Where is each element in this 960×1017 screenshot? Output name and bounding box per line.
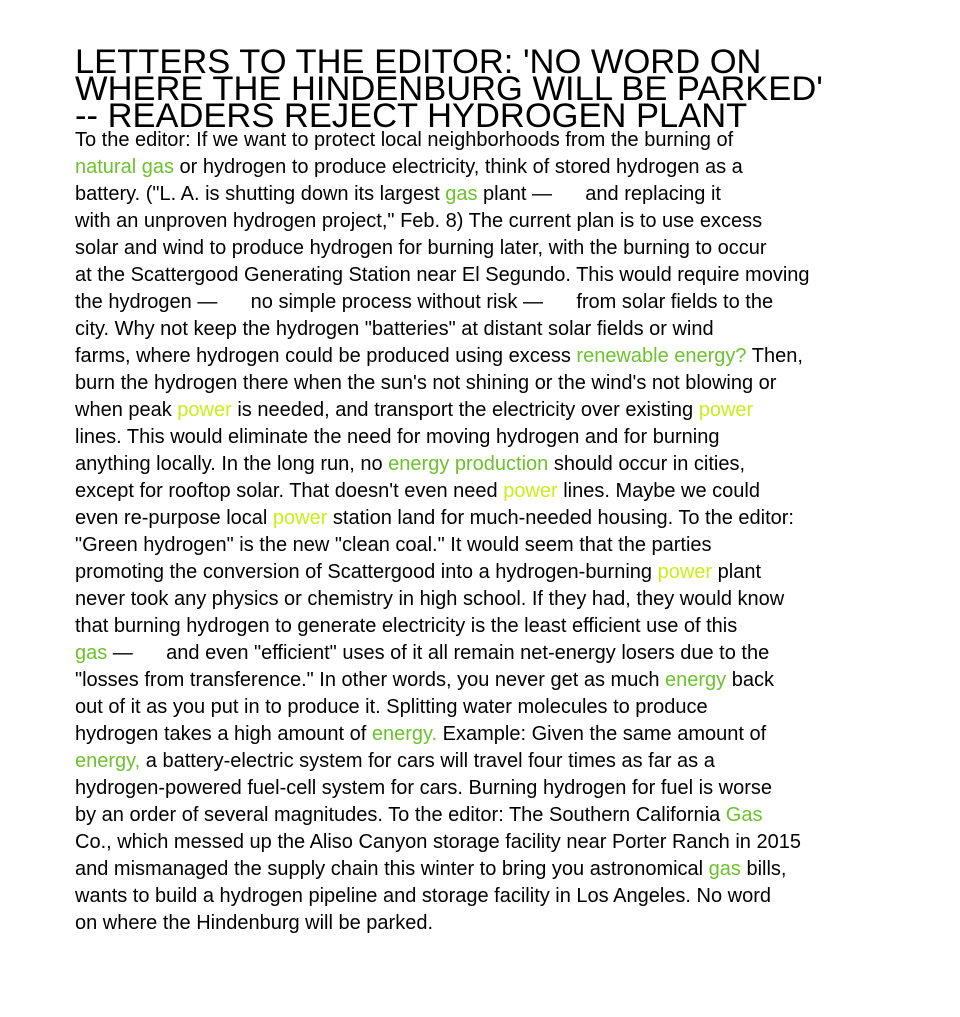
article-body [75, 127, 885, 937]
headline-line: WHERE THE HINDENBURG WILL BE PARKED' [75, 70, 823, 108]
body-text: hydrogen takes a high amount of [75, 723, 372, 745]
body-text: battery. ("L. A. is shutting down its largest [75, 183, 446, 205]
body-text: To the editor: If we want to protect local neighborhoods from the burning of [75, 129, 734, 151]
body-text: back [726, 669, 774, 691]
body-text: even re-purpose local [75, 507, 273, 529]
keyword-link[interactable]: power [698, 399, 754, 421]
keyword-link[interactable]: gas [445, 183, 478, 205]
keyword-link[interactable]: energy [665, 669, 727, 691]
body-text: burn the hydrogen there when the sun's not shining or the wind's not blowing or [75, 372, 777, 394]
body-line [75, 721, 885, 748]
body-text: anything locally. In the long run, no [75, 453, 389, 475]
article [75, 40, 885, 937]
body-line [75, 235, 885, 262]
body-text: never took any physics or chemistry in high school. If they had, they would know [75, 588, 785, 610]
body-text: on where the Hindenburg will be parked. [75, 912, 433, 934]
keyword-link[interactable]: natural gas [75, 156, 174, 178]
body-text: hydrogen-powered fuel-cell system for cars. Burning hydrogen for fuel is worse [75, 777, 772, 799]
body-line [75, 181, 885, 208]
body-line [75, 775, 885, 802]
body-text: when peak [75, 399, 178, 421]
body-text: is needed, and transport the electricity over existing [231, 399, 699, 421]
body-text: Co., which messed up the Aliso Canyon storage facility near Porter Ranch in 2015 [75, 831, 801, 853]
body-line [75, 424, 885, 451]
body-text: except for rooftop solar. That doesn't even need [75, 480, 504, 502]
body-text: should occur in cities, [548, 453, 746, 475]
body-line [75, 478, 885, 505]
body-text: promoting the conversion of Scattergood into a hydrogen-burning [75, 561, 658, 583]
body-text: farms, where hydrogen could be produced using excess [75, 345, 577, 367]
keyword-link[interactable]: Gas [725, 804, 763, 826]
body-text: with an unproven hydrogen project," Feb. 8) The current plan is to use excess [75, 210, 763, 232]
body-line [75, 262, 885, 289]
body-line [75, 289, 885, 316]
body-line [75, 667, 885, 694]
headline-line: LETTERS TO THE EDITOR: 'NO WORD ON [75, 43, 762, 81]
keyword-link[interactable]: energy. [371, 723, 438, 745]
keyword-link[interactable]: energy production [388, 453, 549, 475]
keyword-link[interactable]: gas [708, 858, 741, 880]
body-text: solar and wind to produce hydrogen for burning later, with the burning to occur [75, 237, 767, 259]
keyword-link[interactable]: power [272, 507, 328, 529]
body-text: — and even "efficient" uses of it all remain net-energy losers due to the [107, 642, 770, 664]
body-line [75, 127, 885, 154]
body-text: lines. Maybe we could [557, 480, 760, 502]
body-text: Then, [746, 345, 803, 367]
keyword-link[interactable]: power [177, 399, 232, 421]
body-line [75, 910, 885, 937]
body-line [75, 829, 885, 856]
body-line [75, 586, 885, 613]
body-line [75, 208, 885, 235]
body-text: "Green hydrogen" is the new "clean coal." It would seem that the parties [75, 534, 712, 556]
body-text: wants to build a hydrogen pipeline and storage facility in Los Angeles. No word [75, 885, 771, 907]
body-line [75, 883, 885, 910]
body-line [75, 694, 885, 721]
body-line [75, 343, 885, 370]
body-text: Example: Given the same amount of [437, 723, 767, 745]
body-line [75, 532, 885, 559]
body-line [75, 397, 885, 424]
keyword-link[interactable]: power [503, 480, 558, 502]
body-line [75, 559, 885, 586]
keyword-link[interactable]: energy, [75, 750, 141, 772]
body-text: "losses from transference." In other words, you never get as much [75, 669, 666, 691]
keyword-link[interactable]: renewable energy? [576, 345, 747, 367]
body-line [75, 748, 885, 775]
body-text: that burning hydrogen to generate electricity is the least efficient use of this [75, 615, 738, 637]
body-line [75, 154, 885, 181]
body-text: city. Why not keep the hydrogen "batteries" at distant solar fields or wind [75, 318, 714, 340]
body-line [75, 370, 885, 397]
body-text: out of it as you put in to produce it. Splitting water molecules to produce [75, 696, 708, 718]
body-line [75, 640, 885, 667]
body-line [75, 856, 885, 883]
keyword-link[interactable]: power [657, 561, 713, 583]
body-line [75, 451, 885, 478]
body-text: lines. This would eliminate the need for moving hydrogen and for burning [75, 426, 720, 448]
headline [75, 40, 885, 135]
body-text: by an order of several magnitudes. To the editor: The Southern California [75, 804, 726, 826]
body-text: bills, [740, 858, 787, 880]
headline-line: -- READERS REJECT HYDROGEN PLANT [75, 97, 748, 135]
body-text: a battery-electric system for cars will travel four times as far as a [140, 750, 715, 772]
body-text: station land for much-needed housing. To the editor: [327, 507, 794, 529]
body-text: plant [712, 561, 762, 583]
body-line [75, 802, 885, 829]
keyword-link[interactable]: gas [75, 642, 108, 664]
body-text: at the Scattergood Generating Station near El Segundo. This would require moving [75, 264, 810, 286]
body-text: and mismanaged the supply chain this winter to bring you astronomical [75, 858, 709, 880]
body-text: the hydrogen — no simple process without risk — from solar fields to the [75, 291, 774, 313]
body-text: or hydrogen to produce electricity, think of stored hydrogen as a [173, 156, 743, 178]
body-line [75, 613, 885, 640]
body-text: plant — and replacing it [477, 183, 721, 205]
body-line [75, 316, 885, 343]
body-line [75, 505, 885, 532]
